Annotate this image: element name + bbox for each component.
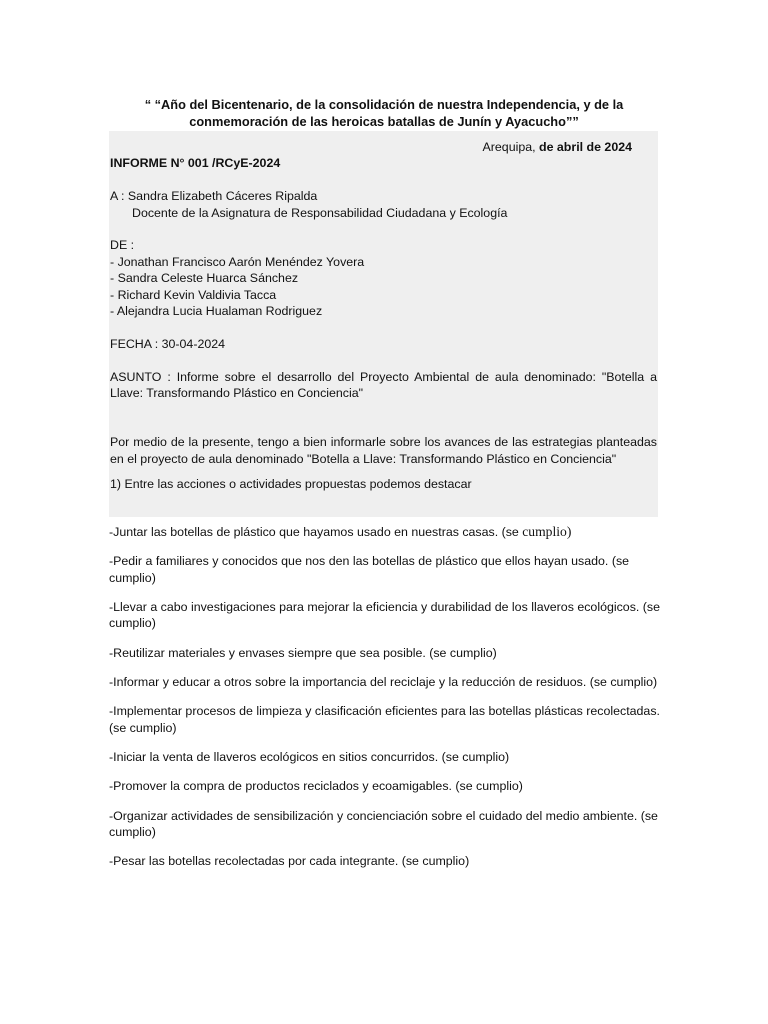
recipient: A : Sandra Elizabeth Cáceres Ripalda bbox=[110, 189, 318, 204]
action-item: -Reutilizar materiales y envases siempre que sea posible. (se cumplio) bbox=[109, 645, 497, 660]
author-item: - Jonathan Francisco Aarón Menéndez Yovera bbox=[110, 254, 365, 269]
action-item: -Juntar las botellas de plástico que hayamos usado en nuestras casas. (se cumplio) bbox=[109, 524, 572, 539]
action-item: -Iniciar la venta de llaveros ecológicos en sitios concurridos. (se cumplio) bbox=[109, 750, 510, 764]
action-item: -Pesar las botellas recolectadas por cada integrante. (se cumplio) bbox=[109, 854, 470, 869]
action-item: -Llevar a cabo investigaciones para mejorar la eficiencia y durabilidad de los llaveros ecológicos. (se cumplio) bbox=[109, 600, 660, 631]
subject: ASUNTO : Informe sobre el desarrollo del Proyecto Ambiental de aula denominado: "Botella a Llave: Transformando Plástico en Conciencia" bbox=[110, 369, 657, 401]
date-line: FECHA : 30-04-2024 bbox=[110, 336, 226, 351]
action-item: -Implementar procesos de limpieza y clasificación eficientes para las botellas plásticas recolectadas. (se cumplio) bbox=[109, 704, 660, 735]
place: Arequipa, bbox=[482, 140, 536, 154]
action-item: -Informar y educar a otros sobre la importancia del reciclaje y la reducción de residuos. (se cumplio) bbox=[109, 675, 658, 689]
date-bold: de abril de 2024 bbox=[539, 140, 632, 154]
action-status: cumplio) bbox=[522, 524, 572, 539]
from-label: DE : bbox=[110, 238, 135, 253]
document-motto: “ “Año del Bicentenario, de la consolidación de nuestra Independencia, y de la conmemoración de las heroicas batallas de Junín y Ayacucho”” bbox=[144, 97, 624, 129]
place-date bbox=[110, 139, 632, 155]
recipient-role: Docente de la Asignatura de Responsabilidad Ciudadana y Ecología bbox=[132, 205, 508, 220]
report-number: INFORME N° 001 /RCyE-2024 bbox=[110, 156, 281, 171]
action-item: -Promover la compra de productos reciclados y ecoamigables. (se cumplio) bbox=[109, 779, 523, 794]
report-header bbox=[110, 139, 657, 492]
author-item: - Sandra Celeste Huarca Sánchez bbox=[110, 271, 299, 286]
author-item: - Alejandra Lucia Hualaman Rodriguez bbox=[110, 304, 323, 319]
author-list bbox=[110, 254, 632, 320]
action-item: -Organizar actividades de sensibilización y concienciación sobre el cuidado del medio ambiente. (se cumplio) bbox=[109, 808, 658, 839]
intro-paragraph: Por medio de la presente, tengo a bien informarle sobre los avances de las estrategias planteadas en el proyecto de aula denominado "Botella a Llave: Transformando Plástico en Conciencia" bbox=[110, 435, 657, 466]
section-heading: 1) Entre las acciones o actividades propuestas podemos destacar bbox=[110, 477, 472, 492]
action-list bbox=[109, 524, 661, 883]
author-item: - Richard Kevin Valdivia Tacca bbox=[110, 287, 277, 302]
action-item: -Pedir a familiares y conocidos que nos den las botellas de plástico que ellos hayan usado. (se cumplio) bbox=[109, 554, 630, 585]
